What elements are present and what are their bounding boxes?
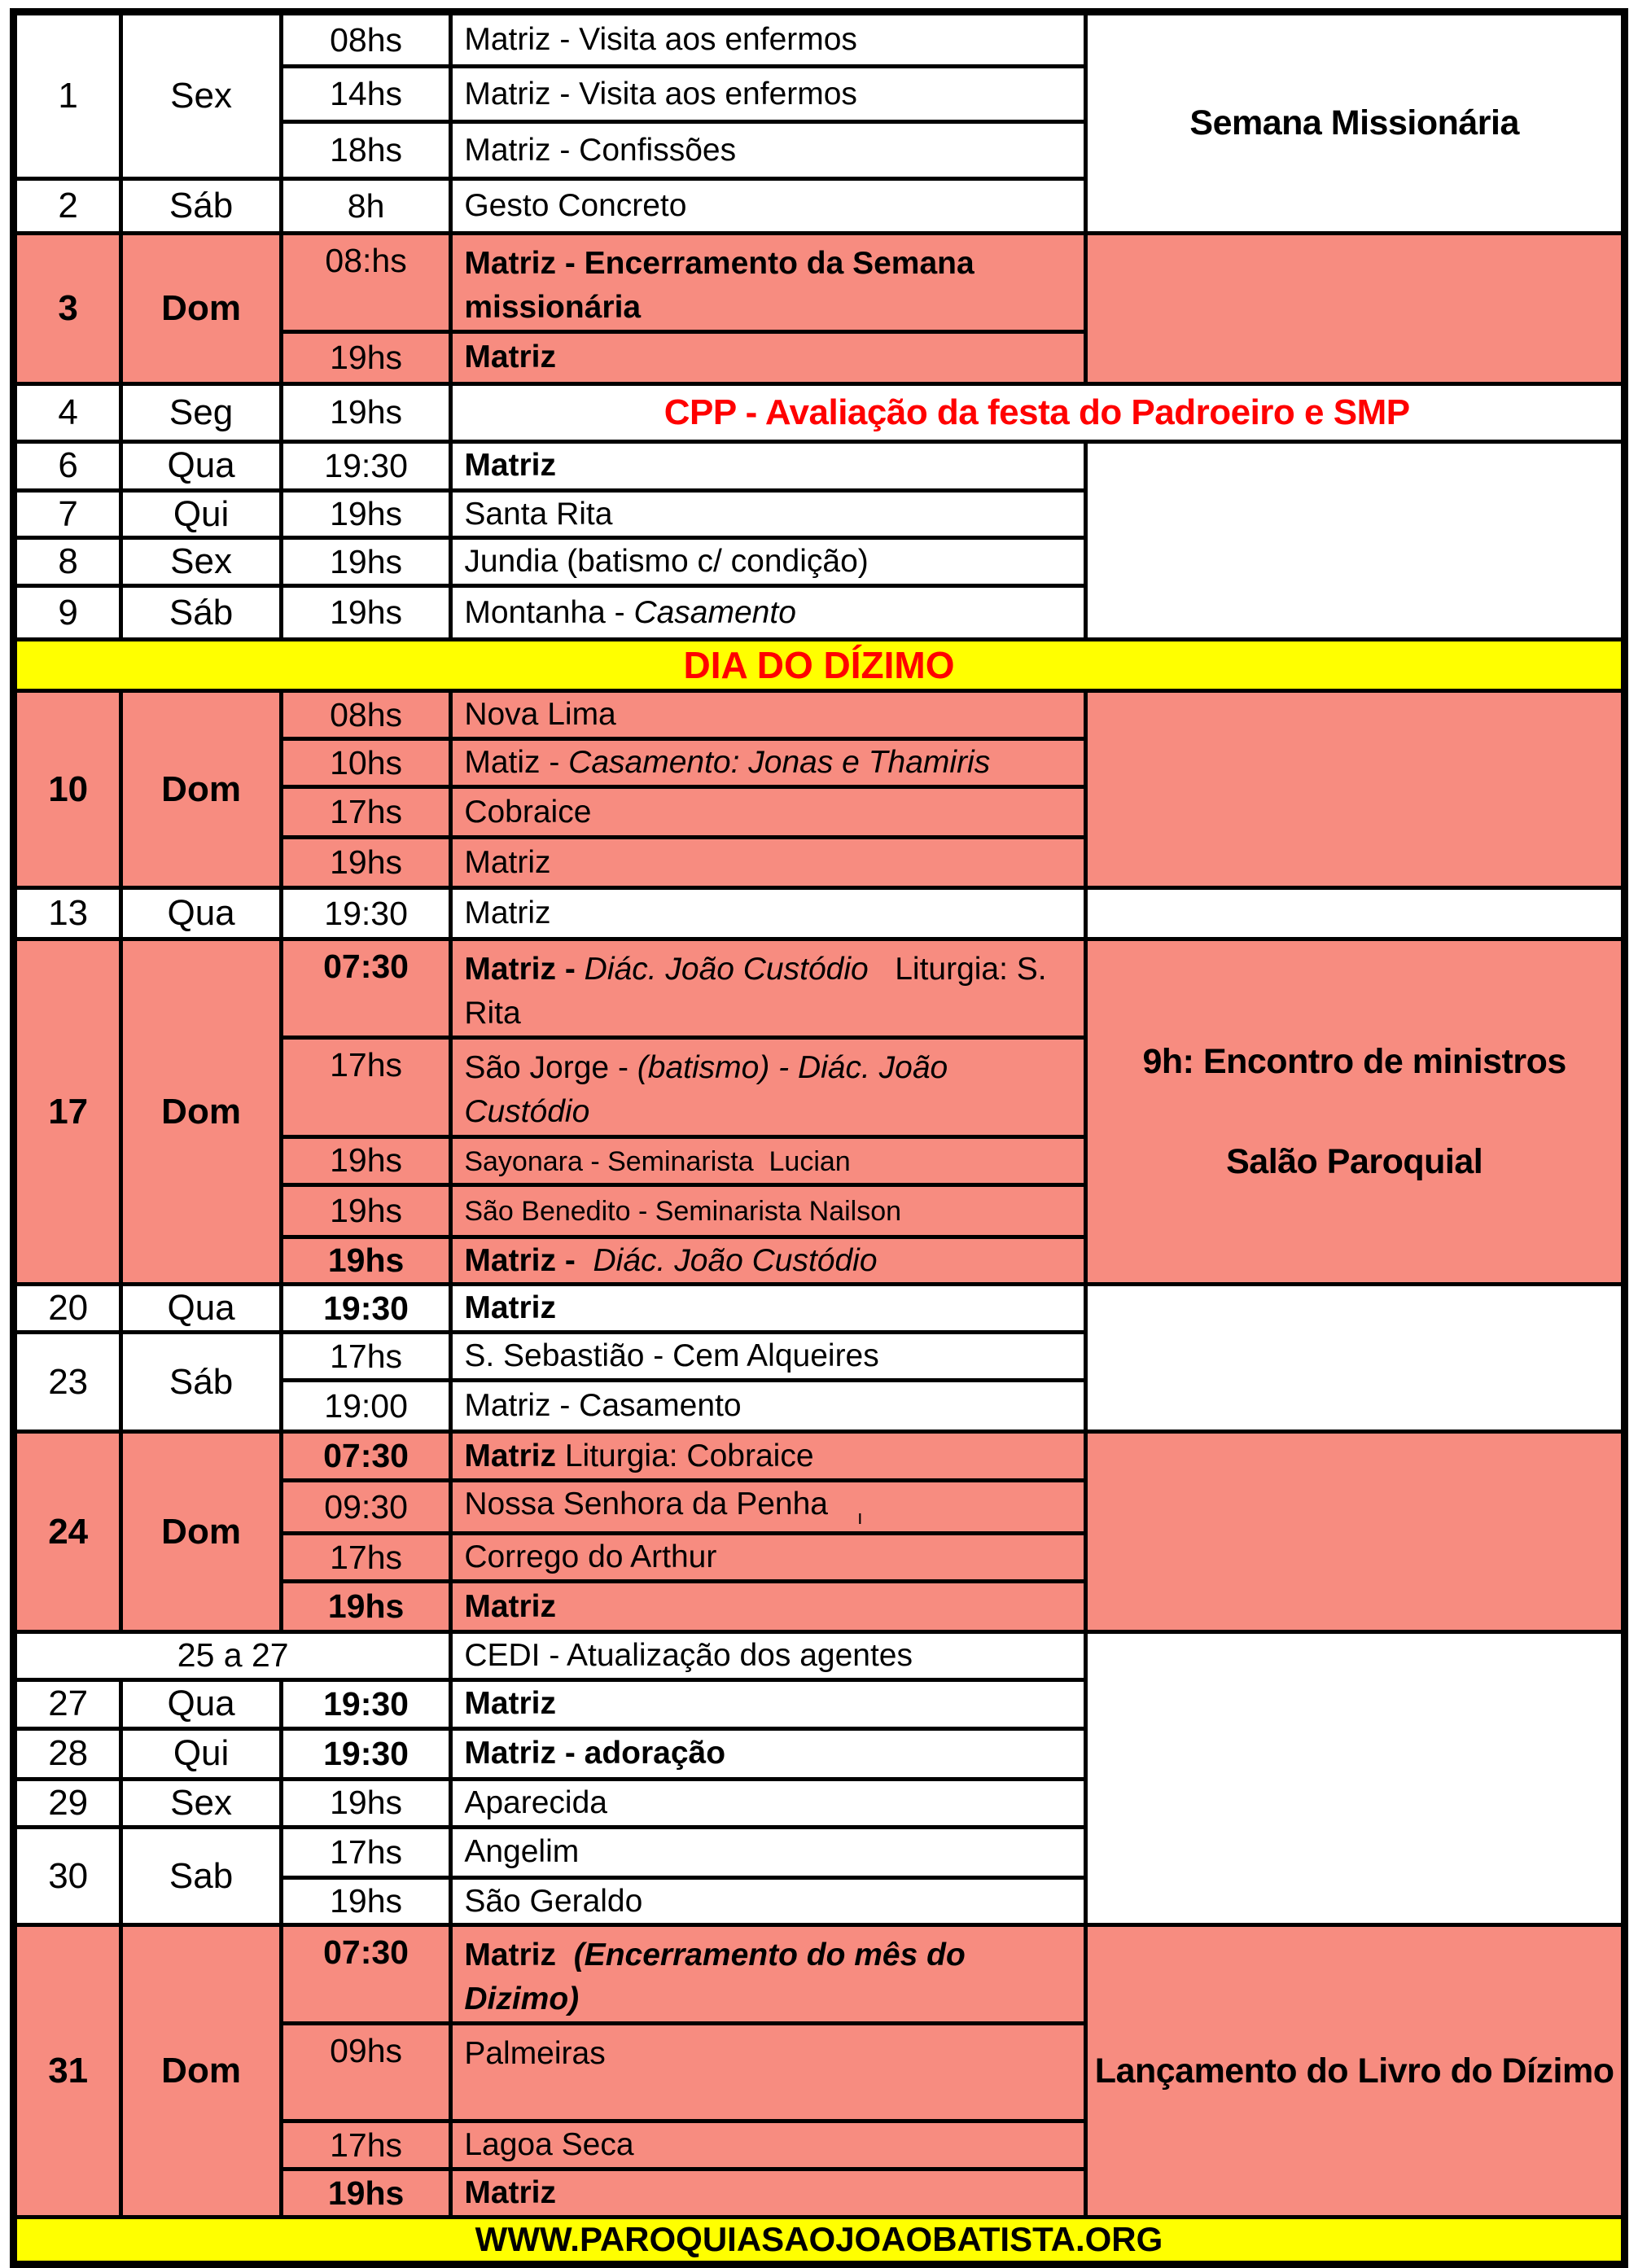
event-cell: Cobraice: [451, 787, 1086, 838]
time-cell: 19:30: [281, 1285, 451, 1333]
event-cell: [451, 1481, 1086, 1534]
time-cell: 19:30: [281, 1679, 451, 1728]
event-text: Sayonara - Seminarista Lucian: [464, 1145, 851, 1177]
time-cell: 19hs: [281, 490, 451, 538]
weekday-cell: Qua: [121, 888, 281, 939]
event-cell: Matriz: [451, 2169, 1086, 2218]
event-cell: Aparecida: [451, 1779, 1086, 1827]
day-cell: 27: [14, 1679, 121, 1728]
event-cell: [451, 1037, 1086, 1136]
event-text: São Benedito - Seminarista Nailson: [464, 1196, 902, 1228]
event-cell: Nova Lima: [451, 691, 1086, 739]
notes-cell: Lançamento do Livro do Dízimo: [1086, 1925, 1625, 2217]
event-text-italic: Diác. João Custódio: [584, 1242, 878, 1278]
event-cell: S. Sebastião - Cem Alqueires: [451, 1333, 1086, 1381]
notes-cell: [1086, 888, 1625, 939]
weekday-cell: Sáb: [121, 1333, 281, 1432]
day-cell: 10: [14, 691, 121, 888]
notes-cell: Semana Missionária: [1086, 12, 1625, 234]
day-cell: 23: [14, 1333, 121, 1432]
time-cell: 09:30: [281, 1481, 451, 1534]
weekday-cell: Qui: [121, 1728, 281, 1779]
time-cell: 17hs: [281, 1534, 451, 1582]
stray-mark: ı: [856, 1507, 863, 1530]
event-cell: CEDI - Atualização dos agentes: [451, 1632, 1086, 1680]
notes-cell: [1086, 441, 1625, 640]
time-cell: 19hs: [281, 331, 451, 383]
notes-cell: [1086, 1432, 1625, 1632]
event-text-bold: Matriz: [464, 1937, 574, 1973]
day-cell: 29: [14, 1779, 121, 1827]
time-cell: 09hs: [281, 2024, 451, 2121]
event-cell: Palmeiras: [451, 2024, 1086, 2121]
event-cell: [451, 1925, 1086, 2024]
event-text-bold-italic: (Encerramento do mês do Dizimo): [464, 1937, 966, 2017]
event-text: Matiz -: [464, 745, 569, 781]
time-cell: 19:00: [281, 1381, 451, 1432]
event-text: Nossa Senhora da Penha: [464, 1486, 828, 1522]
time-cell: 17hs: [281, 2121, 451, 2169]
event-cell: Matriz: [451, 331, 1086, 383]
time-cell: 19hs: [281, 838, 451, 888]
time-cell: 19hs: [281, 1877, 451, 1925]
event-cell: Gesto Concreto: [451, 179, 1086, 234]
time-cell: 19hs: [281, 2169, 451, 2218]
day-cell: 8: [14, 538, 121, 586]
time-cell: 10hs: [281, 739, 451, 787]
weekday-cell: Qua: [121, 1285, 281, 1333]
time-cell: 17hs: [281, 1037, 451, 1136]
event-cell: Jundia (batismo c/ condição): [451, 538, 1086, 586]
day-cell: 9: [14, 586, 121, 640]
weekday-cell: Sáb: [121, 179, 281, 234]
day-cell: 17: [14, 939, 121, 1285]
time-cell: 08:hs: [281, 234, 451, 332]
event-cell: Santa Rita: [451, 490, 1086, 538]
day-cell: 31: [14, 1925, 121, 2217]
event-cell: Matriz - Confissões: [451, 122, 1086, 179]
weekday-cell: Qui: [121, 490, 281, 538]
time-cell: 19:30: [281, 1728, 451, 1779]
time-cell: 19hs: [281, 1136, 451, 1184]
cpp-banner: CPP - Avaliação da festa do Padroeiro e SMP: [451, 383, 1625, 441]
weekday-cell: Sáb: [121, 586, 281, 640]
event-cell: Angelim: [451, 1827, 1086, 1877]
time-cell: 19hs: [281, 1779, 451, 1827]
event-text-bold: Matriz -: [464, 1242, 585, 1278]
time-cell: 19hs: [281, 1237, 451, 1285]
weekday-cell: Dom: [121, 1432, 281, 1632]
time-cell: 17hs: [281, 787, 451, 838]
weekday-cell: Dom: [121, 691, 281, 888]
event-text: Liturgia: S. Rita: [464, 952, 1047, 1031]
notes-cell: [1086, 691, 1625, 888]
event-cell: [451, 586, 1086, 640]
time-cell: 19hs: [281, 1582, 451, 1632]
weekday-cell: Sex: [121, 538, 281, 586]
event-cell: Matriz: [451, 1679, 1086, 1728]
weekday-cell: Dom: [121, 234, 281, 384]
event-cell: [451, 939, 1086, 1038]
event-text-italic: Casamento: Jonas e Thamiris: [568, 745, 991, 781]
event-text-italic: Diác. João Custódio: [584, 952, 869, 987]
schedule-table: [10, 8, 1628, 2268]
time-cell: 19hs: [281, 383, 451, 441]
event-cell: Matriz - Encerramento da Semana missionária: [451, 234, 1086, 332]
range-cell: 25 a 27: [14, 1632, 451, 1680]
event-cell: Matriz: [451, 1582, 1086, 1632]
notes-cell: [1086, 1285, 1625, 1432]
weekday-cell: Sex: [121, 12, 281, 179]
day-cell: 2: [14, 179, 121, 234]
event-text: Montanha -: [464, 594, 634, 630]
time-cell: 19:30: [281, 888, 451, 939]
day-cell: 4: [14, 383, 121, 441]
day-cell: 24: [14, 1432, 121, 1632]
event-cell: Matriz: [451, 838, 1086, 888]
time-cell: 19:30: [281, 441, 451, 490]
weekday-cell: Seg: [121, 383, 281, 441]
time-cell: 19hs: [281, 586, 451, 640]
event-cell: Matriz: [451, 888, 1086, 939]
weekday-cell: Dom: [121, 939, 281, 1285]
time-cell: 08hs: [281, 12, 451, 67]
time-cell: 19hs: [281, 1184, 451, 1237]
event-cell: São Geraldo: [451, 1877, 1086, 1925]
time-cell: 07:30: [281, 1925, 451, 2024]
time-cell: 19hs: [281, 538, 451, 586]
event-text: Liturgia: Cobraice: [556, 1438, 814, 1473]
notes-line: 9h: Encontro de ministros: [1142, 1041, 1566, 1081]
weekday-cell: Qua: [121, 1679, 281, 1728]
time-cell: 08hs: [281, 691, 451, 739]
event-text-bold: Matriz -: [464, 952, 585, 987]
day-cell: 20: [14, 1285, 121, 1333]
day-cell: 30: [14, 1827, 121, 1925]
notes-line: Salão Paroquial: [1226, 1141, 1483, 1181]
event-text-italic: (batismo) - Diác. João Custódio: [464, 1049, 948, 1129]
event-text-italic: Casamento: [633, 594, 796, 630]
schedule-page: [10, 8, 1628, 2268]
dizimo-banner: DIA DO DÍZIMO: [14, 640, 1625, 691]
day-cell: 3: [14, 234, 121, 384]
time-cell: 17hs: [281, 1827, 451, 1877]
event-cell: [451, 739, 1086, 787]
notes-cell: [1086, 939, 1625, 1285]
notes-cell: [1086, 1632, 1625, 1925]
event-text: São Jorge -: [464, 1049, 637, 1085]
day-cell: 13: [14, 888, 121, 939]
event-text-bold: Matriz: [464, 1438, 557, 1473]
event-cell: Corrego do Arthur: [451, 1534, 1086, 1582]
event-cell: Matriz - Casamento: [451, 1381, 1086, 1432]
event-cell: Lagoa Seca: [451, 2121, 1086, 2169]
event-cell: [451, 1136, 1086, 1184]
day-cell: 6: [14, 441, 121, 490]
time-cell: 14hs: [281, 67, 451, 122]
weekday-cell: Sex: [121, 1779, 281, 1827]
weekday-cell: Sab: [121, 1827, 281, 1925]
time-cell: 17hs: [281, 1333, 451, 1381]
event-cell: Matriz - Visita aos enfermos: [451, 67, 1086, 122]
time-cell: 8h: [281, 179, 451, 234]
notes-cell: [1086, 234, 1625, 384]
event-cell: Matriz - adoração: [451, 1728, 1086, 1779]
day-cell: 1: [14, 12, 121, 179]
day-cell: 28: [14, 1728, 121, 1779]
website-banner: WWW.PAROQUIASAOJOAOBATISTA.ORG: [14, 2217, 1625, 2264]
event-cell: [451, 1432, 1086, 1481]
time-cell: 07:30: [281, 939, 451, 1038]
time-cell: 07:30: [281, 1432, 451, 1481]
weekday-cell: Dom: [121, 1925, 281, 2217]
event-cell: Matriz: [451, 441, 1086, 490]
event-cell: [451, 1237, 1086, 1285]
day-cell: 7: [14, 490, 121, 538]
event-cell: Matriz: [451, 1285, 1086, 1333]
weekday-cell: Qua: [121, 441, 281, 490]
time-cell: 18hs: [281, 122, 451, 179]
event-cell: [451, 1184, 1086, 1237]
event-cell: Matriz - Visita aos enfermos: [451, 12, 1086, 67]
